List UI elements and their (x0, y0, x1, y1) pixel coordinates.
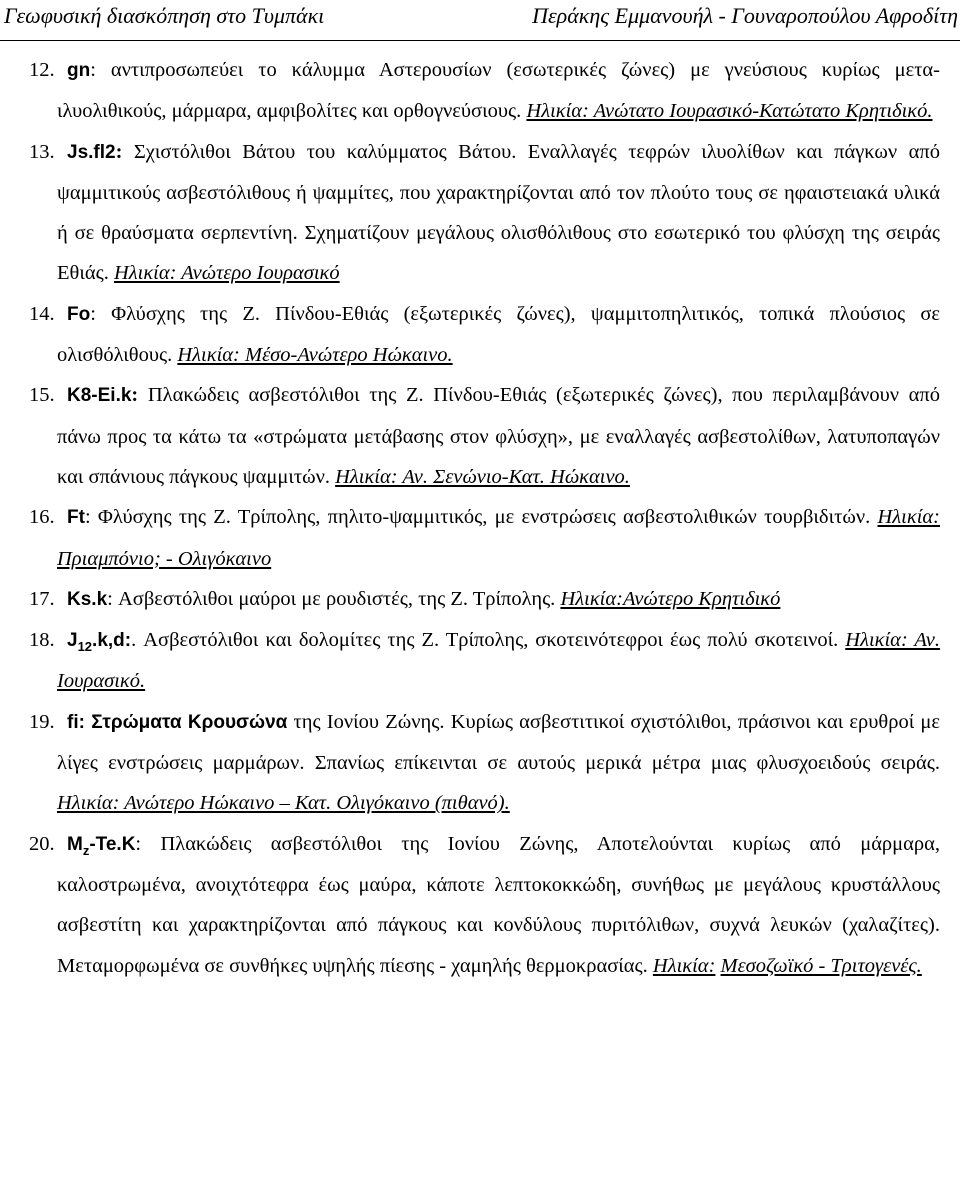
age-note: Ηλικία: Ανώτατο Ιουρασικό-Κατώτατο Κρητιδικό. (526, 100, 933, 123)
entry-number: 20. (29, 832, 55, 855)
legend-entry-20: 20. $M_z-Te.K$: Πλακώδεις ασβεστόλιθοι της Ιονίου Ζώνης, Αποτελούνται κυρίως από μάρμαρα, καλοστρωμένα, ανοιχτότεφρα έως μαύρα, κάποτε λεπτοκοκκώδη, συνήθως με μεγάλους κρυστάλλους ασβεστίτη και χαρακτηρίζονται από πάγκους και κονδύλους πυριτόλιθων, συχνά λευκών (χαλαζίτες). Μεταμορφωμένα σε συνθήκες υψηλής πίεσης - χαμηλής θερμοκρασίας. Ηλικία: Μεσοζωϊκό - Τριτογενές. (22, 824, 940, 986)
entry-description: Πλακώδεις ασβεστόλιθοι της Ιονίου Ζώνης, Αποτελούνται κυρίως από μάρμαρα, καλοστρωμένα, ανοιχτότεφρα έως μαύρα, κάποτε λεπτοκοκκώδη, συνήθως με μεγάλους κρυστάλλους ασβεστίτη και χαρακτηρίζονται από πάγκους και κονδύλους πυριτόλιθων, συχνά λευκών (χαλαζίτες). Μεταμορφωμένα σε συνθήκες υψηλής πίεσης - χαμηλής θερμοκρασίας. (57, 832, 940, 977)
entry-number: 18. (29, 629, 55, 652)
entry-number: 13. (29, 140, 55, 163)
age-note: Ηλικία: Αν. Ιουρασικό. (57, 629, 941, 693)
age-value: Μεσοζωϊκό - Τριτογενές. (720, 954, 922, 977)
legend-entry-19: 19. fi: Στρώματα Κρουσώνα της Ιονίου Ζώνης. Κυρίως ασβεστιτικοί σχιστόλιθοι, πράσινοι και ερυθροί με λίγες ενστρώσεις μαρμάρων. Σπανίως επίκεινται σε αυτούς μερικά μέτρα μιας φλυσχοειδούς σειράς. Ηλικία: Ανώτερο Ηώκαινο – Κατ. Ολιγόκαινο (πιθανό). (22, 702, 940, 824)
age-note: Ηλικία: Αν. Σενώνιο-Κατ. Ηώκαινο. (335, 465, 630, 488)
age-note: Ηλικία: Πριαμπόνιο; - Ολιγόκαινο (57, 506, 940, 570)
entry-number: 15. (29, 384, 55, 407)
age-note: Ηλικία: Μέσο-Ανώτερο Ηώκαινο. (177, 344, 453, 367)
legend-entry-12: 12. gn: αντιπροσωπεύει το κάλυμμα Αστερουσίων (εσωτερικές ζώνες) με γνεύσιους κυρίως μετα-ιλυολιθικούς, μάρμαρα, αμφιβολίτες και ορθογνεύσιους. Ηλικία: Ανώτατο Ιουρασικό-Κατώτατο Κρητιδικό. (22, 50, 940, 132)
formation-code: $M_z-Te.K$ (67, 833, 136, 858)
entry-description: . Ασβεστόλιθοι και δολομίτες της Ζ. Τρίπολης, σκοτεινότεφροι έως πολύ σκοτεινοί. (131, 629, 846, 652)
entry-number: 19. (29, 710, 55, 733)
formation-code: fi (67, 711, 79, 733)
formation-code: Ks.k (67, 588, 108, 610)
entry-number: 16. (29, 506, 55, 529)
formation-code: $J_{12}.k,d$: (67, 630, 132, 654)
entry-description: Πλακώδεις ασβεστόλιθοι της Ζ. Πίνδου-Εθιάς (εξωτερικές ζώνες), που περιλαμβάνουν από πάνω προς τα κάτω τα «στρώματα μετάβασης στον φλύσχη», με εναλλαγές ασβεστολίθων, λατυποπαγών και σπάνιους πάγκους ψαμμιτών. (57, 384, 940, 488)
age-note: Ηλικία:Ανώτερο Κρητιδικό (560, 587, 781, 610)
entry-number: 17. (29, 587, 55, 610)
age-note: Ηλικία: Ανώτερο Ηώκαινο – Κατ. Ολιγόκαινο (πιθανό). (57, 792, 510, 815)
entry-description: Σχιστόλιθοι Βάτου του καλύμματος Βάτου. Εναλλαγές τεφρών ιλυολίθων και πάγκων από ψαμμιτικούς ασβεστόλιθους ή ψαμμίτες, που χαρακτηρίζονται από τον πλούτο τους σε ηφαιστειακά υλικά ή σε θραύσματα σερπεντίνη. Σχηματίζουν μεγάλους ολισθόλιθους στο εσωτερικό του φλύσχη της σειράς Εθιάς. (57, 140, 940, 285)
header-title-left: Γεωφυσική διασκόπηση στο Τυμπάκι (4, 3, 325, 28)
legend-entry-18 (22, 620, 940, 702)
legend-list (22, 50, 940, 986)
legend-entry-13: 13. Js.fl2: Σχιστόλιθοι Βάτου του καλύμματος Βάτου. Εναλλαγές τεφρών ιλυολίθων και πάγκων από ψαμμιτικούς ασβεστόλιθους ή ψαμμίτες, που χαρακτηρίζονται από τον πλούτο τους σε ηφαιστειακά υλικά ή σε θραύσματα σερπεντίνη. Σχηματίζουν μεγάλους ολισθόλιθους στο εσωτερικό του φλύσχη της σειράς Εθιάς. Ηλικία: Ανώτερο Ιουρασικό (22, 132, 940, 294)
legend-entry-14: 14. Fo: Φλύσχης της Ζ. Πίνδου-Εθιάς (εξωτερικές ζώνες), ψαμμιτοπηλιτικός, τοπικά πλούσιος σε ολισθόλιθους. Ηλικία: Μέσο-Ανώτερο Ηώκαινο. (22, 294, 940, 376)
entry-description: της Ιονίου Ζώνης. Κυρίως ασβεστιτικοί σχιστόλιθοι, πράσινοι και ερυθροί με λίγες ενστρώσεις μαρμάρων. Σπανίως επίκεινται σε αυτούς μερικά μέτρα μιας φλυσχοειδούς σειράς. (57, 710, 940, 775)
legend-entry-17: 17. Ks.k: Ασβεστόλιθοι μαύροι με ρουδιστές, της Ζ. Τρίπολης. Ηλικία:Ανώτερο Κρητιδικό (22, 579, 940, 620)
entry-number: 12. (29, 59, 55, 81)
formation-code: K8-Ei.k (67, 385, 132, 407)
age-note: Ηλικία: Ανώτερο Ιουρασικό (113, 262, 340, 285)
formation-code: Fo (67, 303, 91, 325)
header-authors-right: Περάκης Εμμανουήλ - Γουναροπούλου Αφροδίτη (532, 3, 958, 28)
formation-name: Στρώματα Κρουσώνα (84, 711, 288, 733)
age-label: Ηλικία: (652, 954, 716, 977)
formation-code: Ft (67, 507, 85, 529)
legend-entry-15: 15. K8-Ei.k: Πλακώδεις ασβεστόλιθοι της Ζ. Πίνδου-Εθιάς (εξωτερικές ζώνες), που περιλαμβάνουν από πάνω προς τα κάτω τα «στρώματα μετάβασης στον φλύσχη», με εναλλαγές ασβεστολίθων, λατυποπαγών και σπάνιους πάγκους ψαμμιτών. Ηλικία: Αν. Σενώνιο-Κατ. Ηώκαινο. (22, 375, 940, 497)
legend-entry-16: 16. Ft: Φλύσχης της Ζ. Τρίπολης, πηλιτο-ψαμμιτικός, με ενστρώσεις ασβεστολιθικών τουρβιδιτών. Ηλικία: Πριαμπόνιο; - Ολιγόκαινο (22, 497, 940, 579)
entry-description: Φλύσχης της Ζ. Πίνδου-Εθιάς (εξωτερικές ζώνες), ψαμμιτοπηλιτικός, τοπικά πλούσιος σε ολισθόλιθους. (57, 302, 940, 367)
entry-number: 14. (29, 302, 55, 325)
formation-code: gn (67, 60, 91, 81)
entry-description: αντιπροσωπεύει το κάλυμμα Αστερουσίων (εσωτερικές ζώνες) με γνεύσιους κυρίως μετα-ιλυολιθικούς, μάρμαρα, αμφιβολίτες και ορθογνεύσιους. (57, 59, 940, 123)
page-header (0, 0, 960, 41)
formation-code: Js.fl2 (67, 141, 116, 163)
entry-description: Φλύσχης της Ζ. Τρίπολης, πηλιτο-ψαμμιτικός, με ενστρώσεις ασβεστολιθικών τουρβιδιτών. (90, 506, 878, 529)
entry-description: Ασβεστόλιθοι μαύροι με ρουδιστές, της Ζ. Τρίπολης. (112, 587, 561, 610)
